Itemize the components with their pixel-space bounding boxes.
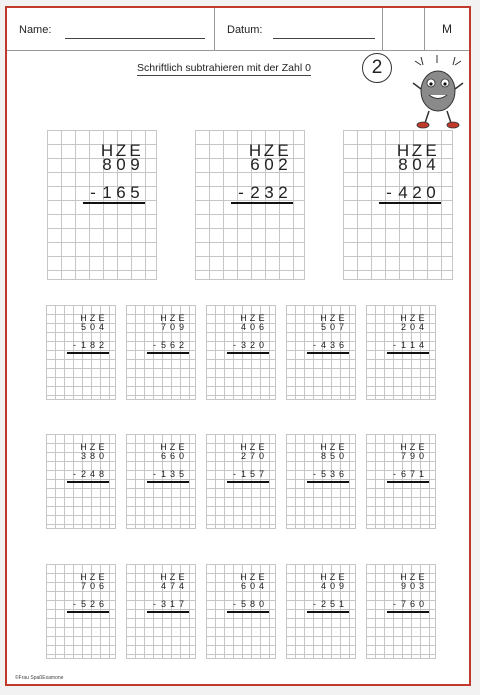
worksheet xyxy=(5,6,471,686)
subtrahend-char: 8 xyxy=(249,599,255,609)
subtrahend-char: - xyxy=(386,183,392,202)
subtrahend-char: 6 xyxy=(409,599,415,609)
minuend xyxy=(366,582,435,591)
place-value-header-char: H xyxy=(320,313,327,323)
subtrahend-char: 1 xyxy=(409,340,415,350)
place-value-header-char: H xyxy=(80,313,87,323)
subtrahend-char: 4 xyxy=(89,469,95,479)
minuend-char: 7 xyxy=(169,581,175,591)
subtrahend-char: 7 xyxy=(400,599,406,609)
place-value-header-char: E xyxy=(178,572,185,582)
subtrahend xyxy=(286,470,355,479)
small-task[interactable] xyxy=(126,305,196,400)
place-value-header-char: Z xyxy=(411,141,423,160)
minuend-char: 0 xyxy=(116,155,126,174)
subtrahend-char: 6 xyxy=(169,340,175,350)
place-value-header-char: Z xyxy=(263,141,275,160)
subtrahend-char: - xyxy=(238,183,244,202)
minuend-char: 5 xyxy=(329,451,335,461)
subtrahend-char: - xyxy=(233,599,236,609)
subtrahend xyxy=(366,600,435,609)
subtrahend-char: - xyxy=(393,469,396,479)
minuend-char: 4 xyxy=(258,581,264,591)
subtrahend-char: - xyxy=(153,599,156,609)
subtrahend-char: 2 xyxy=(178,340,184,350)
minuend xyxy=(286,582,355,591)
place-value-header-char: E xyxy=(418,572,425,582)
subtrahend-char: 0 xyxy=(426,183,436,202)
minuend-char: 9 xyxy=(130,155,140,174)
subtrahend-char: - xyxy=(393,599,396,609)
subtrahend-char: - xyxy=(233,340,236,350)
minuend-char: 2 xyxy=(400,322,406,332)
minuend-char: 0 xyxy=(412,155,422,174)
place-value-header-char: H xyxy=(240,313,247,323)
subtrahend-char: - xyxy=(73,599,76,609)
place-value-header-char: E xyxy=(418,442,425,452)
minuend-char: 6 xyxy=(169,451,175,461)
subtrahend xyxy=(366,470,435,479)
minuend xyxy=(206,452,275,461)
subtrahend-char: 1 xyxy=(80,340,86,350)
small-task[interactable] xyxy=(46,564,116,659)
subtrahend-char: 2 xyxy=(80,469,86,479)
place-value-header-char: Z xyxy=(89,572,96,582)
minuend xyxy=(46,323,115,332)
place-value-header-char: E xyxy=(178,442,185,452)
subtrahend-char: 2 xyxy=(249,340,255,350)
large-task[interactable] xyxy=(195,130,305,280)
subtrahend-char: 2 xyxy=(250,183,260,202)
minuend-char: 0 xyxy=(249,581,255,591)
subtrahend-char: 3 xyxy=(160,599,166,609)
subtrahend xyxy=(126,470,195,479)
minuend-char: 7 xyxy=(80,581,86,591)
place-value-header-char: H xyxy=(80,442,87,452)
minuend-char: 0 xyxy=(89,581,95,591)
minuend-char: 7 xyxy=(160,322,166,332)
result-line xyxy=(67,352,109,354)
place-value-header-char: Z xyxy=(89,313,96,323)
large-task[interactable] xyxy=(47,130,157,280)
minuend-char: 8 xyxy=(89,451,95,461)
monster-icon xyxy=(407,53,469,133)
copyright-note: ©Frau SpaßExamone xyxy=(15,675,64,681)
result-line xyxy=(387,352,429,354)
subtrahend xyxy=(206,341,275,350)
subtrahend xyxy=(126,600,195,609)
minuend xyxy=(126,582,195,591)
subtrahend-char: 3 xyxy=(169,469,175,479)
name-label: Name: xyxy=(19,24,52,36)
place-value-header-char: E xyxy=(129,141,141,160)
place-value-header-char: E xyxy=(277,141,289,160)
place-value-header-char: Z xyxy=(169,442,176,452)
place-value-header-char: H xyxy=(320,442,327,452)
minuend-char: 4 xyxy=(240,322,246,332)
subtrahend-char: 2 xyxy=(320,599,326,609)
small-task[interactable] xyxy=(126,564,196,659)
minuend-char: 0 xyxy=(409,581,415,591)
subtrahend xyxy=(343,183,452,202)
place-value-header-char: E xyxy=(98,313,105,323)
minuend-char: 4 xyxy=(178,581,184,591)
subtrahend-char: 5 xyxy=(80,599,86,609)
minuend-char: 4 xyxy=(98,322,104,332)
place-value-header-char: Z xyxy=(115,141,127,160)
small-task[interactable] xyxy=(206,434,276,529)
place-value-header-char: Z xyxy=(329,442,336,452)
minuend-char: 0 xyxy=(258,451,264,461)
place-value-header-char: E xyxy=(258,572,265,582)
minuend-char: 0 xyxy=(329,322,335,332)
subtrahend-char: 7 xyxy=(409,469,415,479)
subtrahend xyxy=(46,470,115,479)
small-task[interactable] xyxy=(286,305,356,400)
place-value-header-char: E xyxy=(338,313,345,323)
result-line xyxy=(147,352,189,354)
minuend-char: 7 xyxy=(249,451,255,461)
minuend xyxy=(195,155,304,174)
place-value-header-char: Z xyxy=(249,442,256,452)
minuend-char: 4 xyxy=(426,155,436,174)
worksheet-title: Schriftlich subtrahieren mit der Zahl 0 xyxy=(137,62,311,74)
place-value-header-char: E xyxy=(98,572,105,582)
place-value-header-char: E xyxy=(258,442,265,452)
subtrahend xyxy=(286,600,355,609)
subtrahend-char: 8 xyxy=(98,469,104,479)
minuend-char: 0 xyxy=(169,322,175,332)
subtrahend-char: 5 xyxy=(240,599,246,609)
subtrahend-char: 2 xyxy=(89,599,95,609)
subtrahend-char: 4 xyxy=(418,340,424,350)
subtrahend-char: 5 xyxy=(160,340,166,350)
result-line xyxy=(307,481,349,483)
small-task[interactable] xyxy=(286,564,356,659)
minuend-char: 9 xyxy=(409,451,415,461)
small-task[interactable] xyxy=(366,564,436,659)
place-value-header-char: H xyxy=(400,572,407,582)
subtrahend-char: 6 xyxy=(338,469,344,479)
minuend-char: 9 xyxy=(338,581,344,591)
subtrahend xyxy=(366,341,435,350)
subtrahend-char: - xyxy=(313,469,316,479)
subtrahend-char: 0 xyxy=(258,599,264,609)
place-value-header-char: H xyxy=(160,442,167,452)
subtrahend-char: 4 xyxy=(398,183,408,202)
result-line xyxy=(147,481,189,483)
subtrahend-char: 5 xyxy=(249,469,255,479)
minuend-char: 0 xyxy=(329,581,335,591)
result-line xyxy=(147,611,189,613)
subtrahend-char: 1 xyxy=(102,183,112,202)
minuend-char: 0 xyxy=(249,322,255,332)
minuend-char: 8 xyxy=(102,155,112,174)
subtrahend-char: 0 xyxy=(258,340,264,350)
minuend xyxy=(286,323,355,332)
place-value-header-char: Z xyxy=(329,572,336,582)
minuend-char: 0 xyxy=(418,451,424,461)
subtrahend-char: 5 xyxy=(130,183,140,202)
minuend-char: 6 xyxy=(98,581,104,591)
result-line xyxy=(227,352,269,354)
result-line xyxy=(67,481,109,483)
subtrahend-char: - xyxy=(73,340,76,350)
minuend-char: 0 xyxy=(178,451,184,461)
minuend-char: 5 xyxy=(320,322,326,332)
minuend-char: 0 xyxy=(89,322,95,332)
name-cell xyxy=(7,8,215,50)
subtrahend-char: 5 xyxy=(329,599,335,609)
small-task[interactable] xyxy=(46,305,116,400)
subtrahend-char: - xyxy=(393,340,396,350)
minuend-char: 8 xyxy=(398,155,408,174)
result-line xyxy=(387,481,429,483)
subtrahend-char: 1 xyxy=(169,599,175,609)
subtrahend-char: 5 xyxy=(178,469,184,479)
subtrahend-char: 7 xyxy=(178,599,184,609)
result-line xyxy=(307,352,349,354)
place-value-header-char: Z xyxy=(409,313,416,323)
subtrahend xyxy=(47,183,156,202)
minuend-char: 0 xyxy=(98,451,104,461)
place-value-header-char: H xyxy=(240,442,247,452)
subtrahend-char: 8 xyxy=(89,340,95,350)
minuend-char: 9 xyxy=(178,322,184,332)
subtrahend-char: 3 xyxy=(264,183,274,202)
subtrahend-char: - xyxy=(313,599,316,609)
subtrahend-char: - xyxy=(73,469,76,479)
result-line xyxy=(307,611,349,613)
minuend-char: 0 xyxy=(338,451,344,461)
minuend-char: 6 xyxy=(160,451,166,461)
small-task[interactable] xyxy=(206,564,276,659)
subtrahend-char: 1 xyxy=(400,340,406,350)
minuend-char: 8 xyxy=(320,451,326,461)
subtrahend-char: 7 xyxy=(258,469,264,479)
subtrahend-char: 2 xyxy=(98,340,104,350)
minuend-char: 2 xyxy=(278,155,288,174)
place-value-header-char: E xyxy=(418,313,425,323)
level-cell xyxy=(425,8,469,50)
subtrahend-char: 3 xyxy=(329,340,335,350)
small-task[interactable] xyxy=(366,434,436,529)
result-line xyxy=(231,202,293,204)
result-line xyxy=(83,202,145,204)
minuend xyxy=(286,452,355,461)
name-line[interactable] xyxy=(65,38,205,39)
minuend-char: 9 xyxy=(400,581,406,591)
subtrahend-char: 5 xyxy=(320,469,326,479)
large-task[interactable] xyxy=(343,130,453,280)
minuend-char: 4 xyxy=(160,581,166,591)
minuend-char: 7 xyxy=(338,322,344,332)
place-value-header-char: H xyxy=(400,313,407,323)
minuend xyxy=(47,155,156,174)
minuend-char: 6 xyxy=(250,155,260,174)
place-value-header-char: Z xyxy=(249,572,256,582)
minuend xyxy=(206,323,275,332)
header-empty-cell xyxy=(383,8,425,50)
date-cell xyxy=(215,8,383,50)
subtrahend-char: 0 xyxy=(418,599,424,609)
place-value-header-char: E xyxy=(338,442,345,452)
subtrahend-char: 6 xyxy=(116,183,126,202)
date-line[interactable] xyxy=(273,38,375,39)
worksheet-number: 2 xyxy=(362,53,392,83)
minuend-char: 3 xyxy=(418,581,424,591)
subtrahend-char: 6 xyxy=(338,340,344,350)
minuend-char: 4 xyxy=(320,581,326,591)
subtrahend xyxy=(286,341,355,350)
subtrahend xyxy=(206,470,275,479)
place-value-header-char: H xyxy=(80,572,87,582)
small-task[interactable] xyxy=(366,305,436,400)
result-line xyxy=(387,611,429,613)
subtrahend-char: 2 xyxy=(278,183,288,202)
small-task[interactable] xyxy=(46,434,116,529)
place-value-header-char: H xyxy=(320,572,327,582)
minuend xyxy=(126,323,195,332)
subtrahend-char: 4 xyxy=(320,340,326,350)
small-task[interactable] xyxy=(286,434,356,529)
subtrahend xyxy=(206,600,275,609)
subtrahend-char: 1 xyxy=(240,469,246,479)
minuend xyxy=(343,155,452,174)
place-value-header-char: E xyxy=(338,572,345,582)
subtrahend-char: 6 xyxy=(98,599,104,609)
subtrahend xyxy=(126,341,195,350)
subtrahend-char: - xyxy=(153,469,156,479)
minuend-char: 5 xyxy=(80,322,86,332)
place-value-header-char: Z xyxy=(169,572,176,582)
subtrahend-char: - xyxy=(153,340,156,350)
date-label: Datum: xyxy=(227,24,263,36)
place-value-header-char: H xyxy=(396,141,410,160)
header-row xyxy=(7,8,469,51)
place-value-header-char: Z xyxy=(409,442,416,452)
subtrahend-char: 6 xyxy=(400,469,406,479)
subtrahend-char: - xyxy=(233,469,236,479)
place-value-header-char: H xyxy=(160,313,167,323)
subtrahend-char: - xyxy=(90,183,96,202)
place-value-header-char: Z xyxy=(329,313,336,323)
subtrahend-char: 2 xyxy=(412,183,422,202)
place-value-header-char: E xyxy=(98,442,105,452)
subtrahend xyxy=(46,341,115,350)
subtrahend-char: - xyxy=(313,340,316,350)
minuend xyxy=(366,323,435,332)
place-value-header-char: H xyxy=(100,141,114,160)
place-value-header-char: H xyxy=(160,572,167,582)
minuend xyxy=(206,582,275,591)
subtrahend-char: 3 xyxy=(329,469,335,479)
minuend xyxy=(126,452,195,461)
minuend-char: 2 xyxy=(240,451,246,461)
minuend xyxy=(366,452,435,461)
small-task[interactable] xyxy=(206,305,276,400)
subtrahend-char: 1 xyxy=(160,469,166,479)
minuend-char: 3 xyxy=(80,451,86,461)
minuend-char: 6 xyxy=(258,322,264,332)
result-line xyxy=(67,611,109,613)
minuend-char: 4 xyxy=(418,322,424,332)
subtrahend-char: 1 xyxy=(418,469,424,479)
place-value-header-char: E xyxy=(178,313,185,323)
subtrahend-char: 1 xyxy=(338,599,344,609)
place-value-header-char: E xyxy=(258,313,265,323)
minuend-char: 6 xyxy=(240,581,246,591)
place-value-header-char: H xyxy=(240,572,247,582)
result-line xyxy=(379,202,441,204)
place-value-header-char: H xyxy=(400,442,407,452)
minuend xyxy=(46,582,115,591)
place-value-header-char: H xyxy=(248,141,262,160)
place-value-header-char: Z xyxy=(249,313,256,323)
place-value-header-char: Z xyxy=(169,313,176,323)
minuend xyxy=(46,452,115,461)
subtrahend-char: 3 xyxy=(240,340,246,350)
result-line xyxy=(227,481,269,483)
place-value-header-char: Z xyxy=(89,442,96,452)
level-letter: M xyxy=(442,22,452,36)
subtrahend xyxy=(46,600,115,609)
place-value-header-char: E xyxy=(425,141,437,160)
minuend-char: 7 xyxy=(400,451,406,461)
result-line xyxy=(227,611,269,613)
place-value-header-char: Z xyxy=(409,572,416,582)
minuend-char: 0 xyxy=(264,155,274,174)
minuend-char: 0 xyxy=(409,322,415,332)
small-task[interactable] xyxy=(126,434,196,529)
subtrahend xyxy=(195,183,304,202)
